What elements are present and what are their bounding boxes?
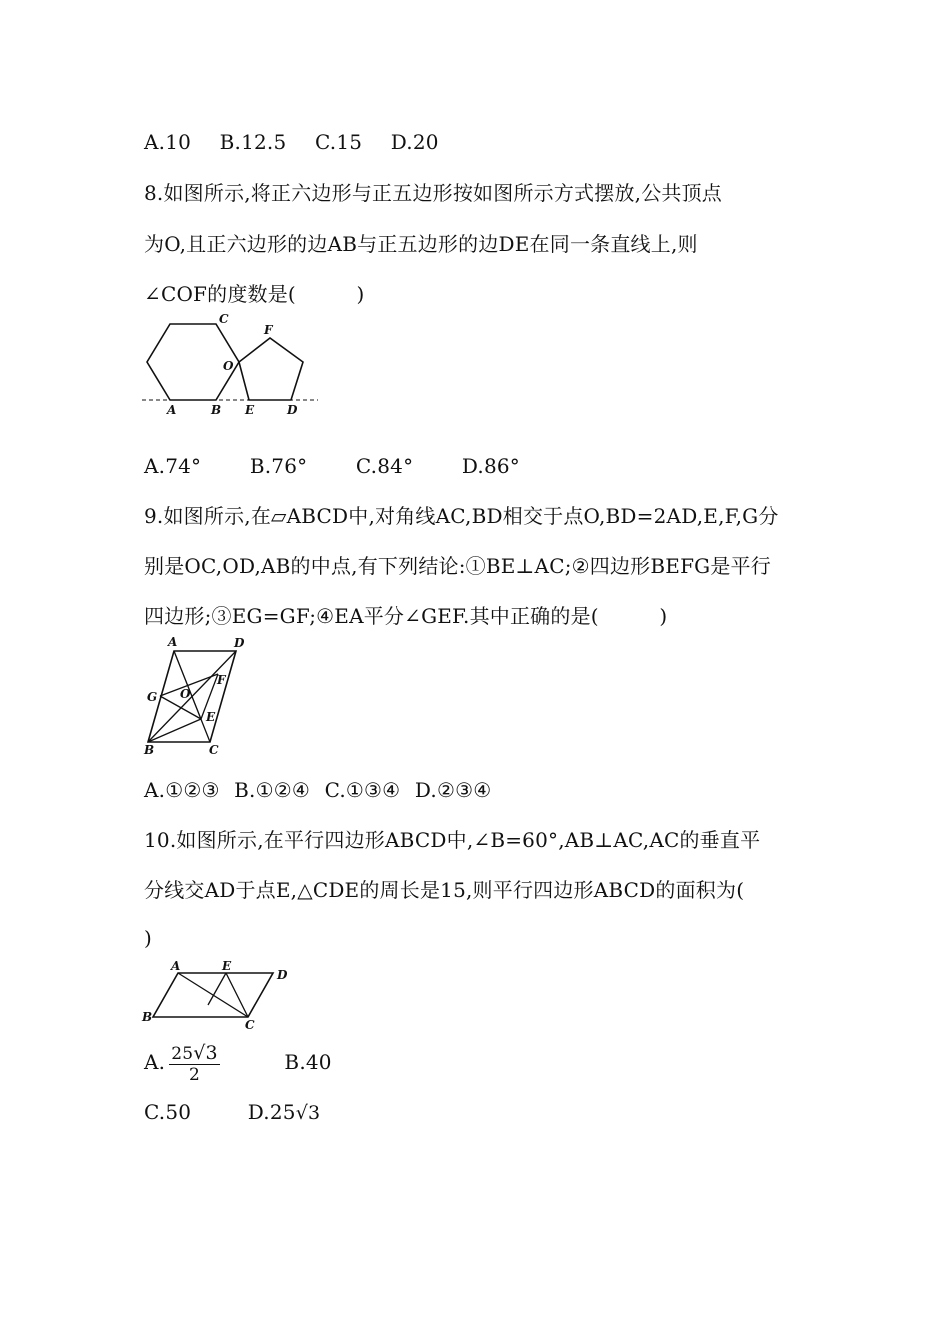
q10-option-a — [144, 1042, 220, 1085]
q10-text-line2: 分线交AD于点E,△CDE的周长是15,则平行四边形ABCD的面积为( — [144, 878, 745, 902]
q9-label-o: O — [180, 687, 191, 701]
q8-option-c: C.84° — [355, 454, 414, 478]
q10-label-d: D — [277, 968, 288, 982]
q8-option-d: D.86° — [461, 454, 520, 478]
q10-text-line3: ) — [144, 926, 153, 950]
q9-text-line1: 9.如图所示,在▱ABCD中,对角线AC,BD相交于点O,BD=2AD,E,F,G分 — [144, 504, 779, 528]
q9-option-b: B.①②④ — [234, 778, 310, 802]
q10-option-a-num: 25 — [171, 1043, 194, 1064]
q9-label-d: D — [234, 636, 245, 650]
q9-text-line2: 别是OC,OD,AB的中点,有下列结论:①BE⊥AC;②四边形BEFG是平行 — [144, 554, 771, 578]
q7-option-b: B.12.5 — [219, 130, 287, 154]
q9-segment-be — [148, 719, 201, 742]
q10-figure — [138, 955, 298, 1035]
q10-option-c: C.50 — [144, 1100, 192, 1124]
q8-options — [144, 452, 520, 480]
q10-option-d — [248, 1098, 321, 1127]
q8-option-a: A.74° — [144, 454, 202, 478]
q9-text-line3: 四边形;③EG=GF;④EA平分∠GEF.其中正确的是( ) — [144, 604, 668, 628]
q10-option-a-fraction — [169, 1043, 220, 1085]
q10-options-row2 — [144, 1098, 320, 1127]
q9-figure — [138, 632, 258, 760]
q7-option-a: A.10 — [144, 130, 192, 154]
q10-perpendicular-bisector — [208, 973, 226, 1005]
q10-option-b: B.40 — [284, 1050, 332, 1074]
q10-text-line1: 10.如图所示,在平行四边形ABCD中,∠B=60°,AB⊥AC,AC的垂直平 — [144, 828, 761, 852]
q7-option-d: D.20 — [390, 130, 439, 154]
q8-figure — [138, 312, 328, 422]
q7-options — [144, 128, 439, 156]
q8-label-o: O — [223, 359, 234, 373]
q8-label-b: B — [211, 403, 222, 417]
q8-pentagon — [239, 338, 303, 400]
q10-label-c: C — [245, 1018, 255, 1032]
q8-option-b: B.76° — [249, 454, 308, 478]
q10-option-d-radical: √3 — [295, 1102, 321, 1124]
q8-label-a: A — [167, 403, 177, 417]
q10-options-row1 — [144, 1042, 332, 1085]
q10-label-a: A — [171, 959, 181, 973]
q9-segment-ea — [174, 651, 201, 719]
q9-label-a: A — [168, 635, 178, 649]
q9-option-c: C.①③④ — [324, 778, 401, 802]
q8-text-line2: 为O,且正六边形的边AB与正五边形的边DE在同一条直线上,则 — [144, 232, 698, 256]
q8-text-line3: ∠COF的度数是( ) — [144, 282, 365, 306]
q7-option-c: C.15 — [314, 130, 363, 154]
q9-options — [144, 776, 491, 804]
q8-label-e: E — [245, 403, 255, 417]
q9-option-d: D.②③④ — [414, 778, 492, 802]
q8-label-d: D — [287, 403, 298, 417]
q10-option-a-prefix: A. — [144, 1050, 166, 1074]
q10-option-a-radical: √3 — [193, 1041, 218, 1064]
q9-option-a: A.①②③ — [144, 778, 220, 802]
q9-label-b: B — [144, 743, 155, 757]
q10-option-d-prefix: D.25 — [247, 1100, 296, 1124]
q9-label-c: C — [209, 743, 219, 757]
q10-label-b: B — [142, 1010, 153, 1024]
q8-label-f: F — [264, 323, 273, 337]
q8-text-line1: 8.如图所示,将正六边形与正五边形按如图所示方式摆放,公共顶点 — [144, 181, 722, 205]
q10-label-e: E — [222, 959, 232, 973]
q8-label-c: C — [219, 312, 229, 326]
q10-option-a-denominator: 2 — [189, 1064, 201, 1085]
q10-option-a-numerator — [169, 1043, 220, 1065]
q9-label-e: E — [206, 710, 216, 724]
q9-label-f: F — [217, 673, 226, 687]
q9-label-g: G — [147, 690, 158, 704]
